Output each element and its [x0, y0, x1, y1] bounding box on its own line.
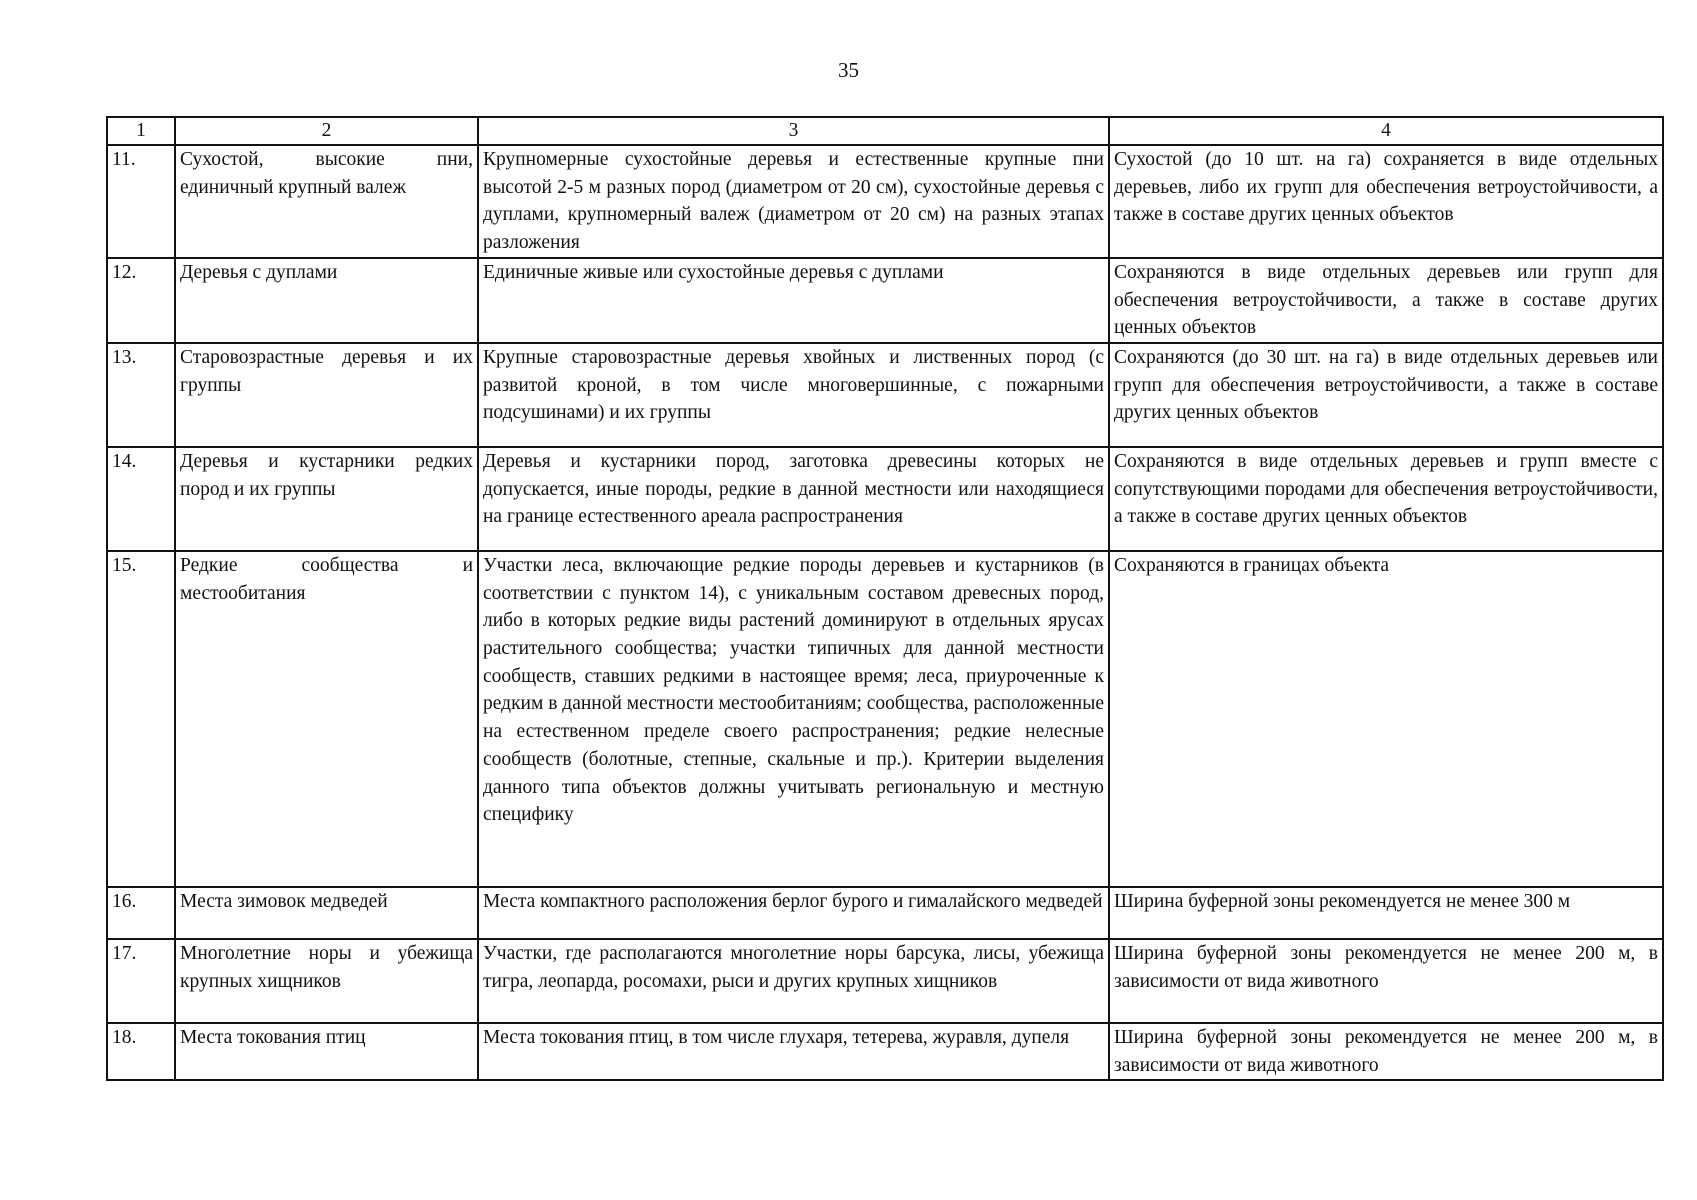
table-header-row [107, 117, 1663, 145]
object-description: Единичные живые или сухостойные деревья с дуплами [478, 258, 1109, 343]
table-row [107, 145, 1663, 258]
table-row [107, 939, 1663, 1023]
table-row [107, 551, 1663, 887]
object-measures: Сохраняются (до 30 шт. на га) в виде отдельных деревьев или групп для обеспечения ветроустойчивости, а также в составе других ценных объектов [1109, 343, 1663, 447]
object-measures: Сохраняются в виде отдельных деревьев или групп для обеспечения ветроустойчивости, а также в составе других ценных объектов [1109, 258, 1663, 343]
table-row [107, 447, 1663, 551]
object-measures: Ширина буферной зоны рекомендуется не менее 300 м [1109, 887, 1663, 939]
objects-table [106, 116, 1664, 1081]
object-name: Места токования птиц [175, 1023, 478, 1080]
column-header: 2 [175, 117, 478, 145]
object-name: Места зимовок медведей [175, 887, 478, 939]
row-number: 12. [107, 258, 175, 343]
row-number: 13. [107, 343, 175, 447]
object-name: Деревья с дуплами [175, 258, 478, 343]
object-description: Крупные старовозрастные деревья хвойных и лиственных пород (с развитой кроной, в том числе многовершинные, с пожарными подсушинами) и их группы [478, 343, 1109, 447]
object-measures: Ширина буферной зоны рекомендуется не менее 200 м, в зависимости от вида животного [1109, 1023, 1663, 1080]
object-description: Места компактного расположения берлог бурого и гималайского медведей [478, 887, 1109, 939]
object-name: Сухостой, высокие пни, единичный крупный валеж [175, 145, 478, 258]
row-number: 18. [107, 1023, 175, 1080]
object-description: Места токования птиц, в том числе глухаря, тетерева, журавля, дупеля [478, 1023, 1109, 1080]
object-description: Деревья и кустарники пород, заготовка древесины которых не допускается, иные породы, редкие в данной местности или находящиеся на границе естественного ареала распространения [478, 447, 1109, 551]
table-row [107, 887, 1663, 939]
table-row [107, 258, 1663, 343]
object-name: Старовозрастные деревья и их группы [175, 343, 478, 447]
object-description: Крупномерные сухостойные деревья и естественные крупные пни высотой 2-5 м разных пород (диаметром от 20 см), сухостойные деревья с дуплами, крупномерный валеж (диаметром от 20 см) на разных этапах разложения [478, 145, 1109, 258]
object-description: Участки, где располагаются многолетние норы барсука, лисы, убежища тигра, леопарда, росомахи, рыси и других крупных хищников [478, 939, 1109, 1023]
row-number: 14. [107, 447, 175, 551]
object-measures: Сохраняются в виде отдельных деревьев и групп вместе с сопутствующими породами для обеспечения ветроустойчивости, а также в составе других ценных объектов [1109, 447, 1663, 551]
object-name: Деревья и кустарники редких пород и их группы [175, 447, 478, 551]
object-name: Редкие сообщества и местообитания [175, 551, 478, 887]
object-name: Многолетние норы и убежища крупных хищников [175, 939, 478, 1023]
column-header: 3 [478, 117, 1109, 145]
object-description: Участки леса, включающие редкие породы деревьев и кустарников (в соответствии с пунктом 14), с уникальным составом древесных пород, либо в которых редкие виды растений доминируют в отдельных ярусах растительного сообщества; участки типичных для данной местности сообществ, ставших редкими в настоящее время; леса, приуроченные к редким в данной местности местообитаниям; сообщества, расположенные на естественном пределе своего распространения; редкие нелесные сообществ (болотные, степные, скальные и пр.). Критерии выделения данного типа объектов должны учитывать региональную и местную специфику [478, 551, 1109, 887]
column-header: 4 [1109, 117, 1663, 145]
row-number: 11. [107, 145, 175, 258]
table-row [107, 1023, 1663, 1080]
object-measures: Ширина буферной зоны рекомендуется не менее 200 м, в зависимости от вида животного [1109, 939, 1663, 1023]
object-measures: Сухостой (до 10 шт. на га) сохраняется в виде отдельных деревьев, либо их групп для обеспечения ветроустойчивости, а также в составе других ценных объектов [1109, 145, 1663, 258]
column-header: 1 [107, 117, 175, 145]
object-measures: Сохраняются в границах объекта [1109, 551, 1663, 887]
page-number: 35 [838, 58, 859, 82]
row-number: 17. [107, 939, 175, 1023]
row-number: 16. [107, 887, 175, 939]
row-number: 15. [107, 551, 175, 887]
table-row [107, 343, 1663, 447]
